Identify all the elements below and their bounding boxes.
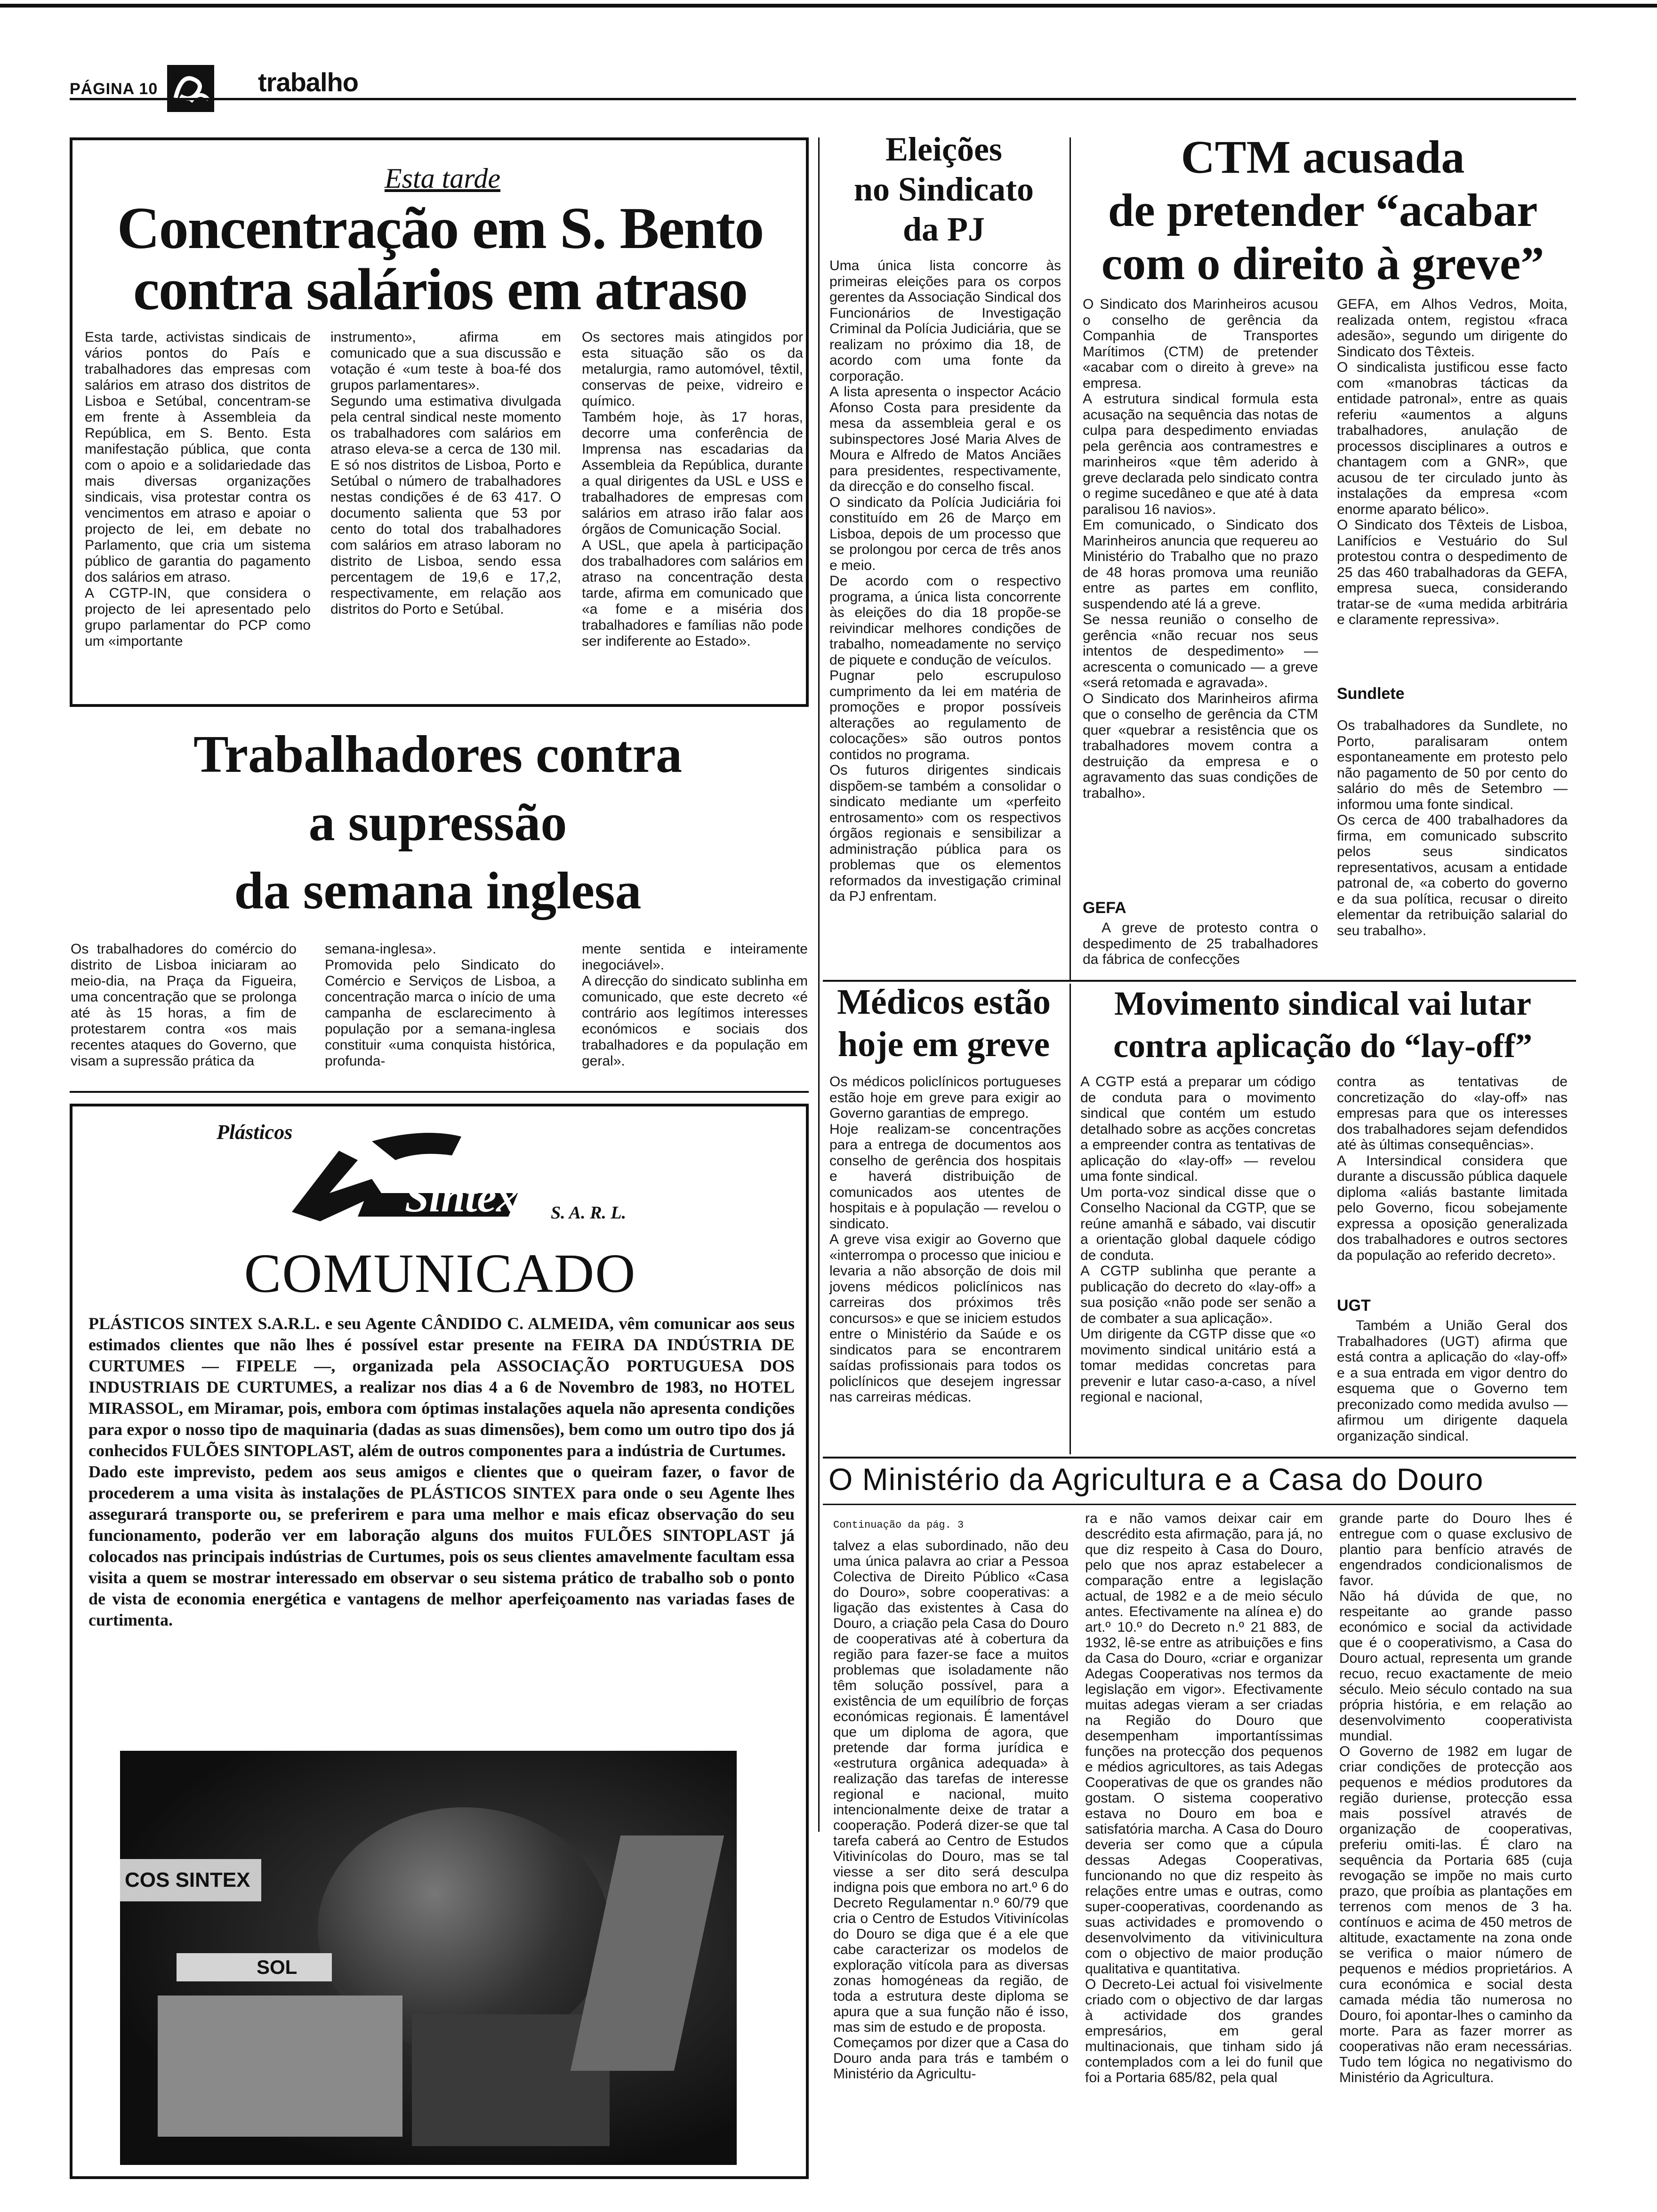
gefa-body: A greve de protesto contra o despedimento de 25 trabalhadores da fábrica de confecções [1083, 920, 1318, 967]
ad-brand: Sintex [405, 1173, 518, 1221]
semana-headline-line2: a supressão [308, 793, 567, 852]
layoff-headline-line1: Movimento sindical vai lutar [1114, 985, 1531, 1022]
semana-bottom-rule [70, 1091, 809, 1093]
ad-category: Plásticos [217, 1121, 293, 1144]
douro-body-col2: ra e não vamos deixar cair em descrédito esta afirmação, para já, no que diz respeito à Casa do Douro, pelo que nos apraz estabelecer a comparação entre a legislação actual, de 1982 e a de meio século antes. Efectivamente na alínea e) do art.º 10.º do Decreto n.º 21 883, de 1932, lê-se entre as atribuições e fins da Casa do Douro, «criar e organizar Adegas Cooperativas nos termos da legislação em vigor». Efectivamente muitas adegas vieram a ser criadas na Região do Douro que desempenham importantíssimas funções na protecção dos pequenos e médios agricultores, as tais Adegas Cooperativas de que os grandes não gostam. O sistema cooperativo estava no Douro em boa e satisfatória marcha. A Casa do Douro deveria ser como que a cúpula dessas Adegas Cooperativas, funcionando no que diz respeito às relações entre umas e outras, como super-cooperativas, coordenando as suas actividades e promovendo o desenvolvimento da vitivinicultura com o objectivo de maior produção qualitativa e quantitativa. O Decreto-Lei actual foi visivelmente criado com o objectivo de dar largas à actividade dos grandes empresários, em geral multinacionais, que tinham sido já contemplados com a lei do funil que foi a Portaria 685/82, pela qual [1085, 1511, 1323, 2085]
semana-body-col1: Os trabalhadores do comércio do distrito de Lisboa iniciaram ao meio-dia, na Praça da Figueira, uma concentração que se prolonga até às 15 horas, a fim de protestarem contra «os mais recentes ataques do Governo, que visam a supressão prática da [71, 941, 297, 1069]
header-rule [70, 98, 1576, 100]
column-rule-left [818, 137, 820, 1832]
semana-headline-line1: Trabalhadores contra [193, 725, 683, 784]
bento-body-col3: Os sectores mais atingidos por esta situação são os da metalurgia, ramo automóvel, têxtil, conservas de peixe, vidreiro e químico. Também hoje, às 17 horas, decorre uma conferência de Imprensa nas escadarias da Assembleia da República, durante a qual dirigentes da USL e USS e trabalhadores de empresas com salários em atraso irão falar aos órgãos de Comunicação Social. A USL, que apela à participação dos trabalhadores com salários em atraso na concentração desta tarde, afirma em comunicado que «a fome e a miséria dos trabalhadores e famílias não pode ser indiferente ao Estado». [582, 329, 803, 649]
semana-headline-line3: da semana inglesa [234, 862, 642, 920]
gefa-subheading: GEFA [1083, 899, 1126, 917]
section-logo-icon [167, 65, 214, 112]
photo-sign-sol: SOL [257, 1956, 298, 1978]
semana-body-col2: semana-inglesa». Promovida pelo Sindicato do Comércio e Serviços de Lisboa, a concentração marca o início de uma campanha de esclarecimento à população por a semana-inglesa constituir «uma conquista histórica, profunda- [325, 941, 555, 1069]
ctm-headline-line1: CTM acusada [1181, 131, 1465, 183]
bento-headline-line2: contra salários em atraso [133, 257, 748, 322]
medicos-body: Os médicos policlínicos portugueses estão hoje em greve para exigir ao Governo garantias de emprego. Hoje realizam-se concentrações para a entrega de documentos aos conselho de gerência dos hospitais e haverá distribuição de comunicados aos utentes de hospitais e à população — revelou o sindicato. A greve visa exigir ao Governo que «interrompa o processo que iniciou e levaria a não absorção de dois mil jovens médicos policlínicos nas carreiras dos próximos três concursos» e que se iniciem estudos entre o Ministério da Saúde e os sindicatos para se encontrarem saídas profissionais para todos os policlínicos que desejem ingressar nas carreiras médicas. [829, 1074, 1061, 1405]
ad-brand-suffix: S. A. R. L. [551, 1203, 627, 1223]
page-header [0, 0, 1657, 113]
top-edge-rule [0, 4, 1657, 8]
bento-body-col1: Esta tarde, activistas sindicais de vários pontos do País e trabalhadores das empresas com salários em atraso dos distritos de Lisboa e Setúbal, concentram-se em frente à Assembleia da República, em S. Bento. Esta manifestação pública, que conta com o apoio e a solidariedade das mais diversas organizações sindicais, visa protestar contra os vencimentos em atraso e apoiar o projecto de lei, em debate no Parlamento, que cria um sistema público de garantia do pagamento dos salários em atraso. A CGTP-IN, que considera o projecto de lei apresentado pelo grupo parlamentar do PCP como um «importante [85, 329, 311, 649]
ugt-subheading: UGT [1337, 1297, 1371, 1314]
bento-body-col2: instrumento», afirma em comunicado que a sua discussão e votação é «um teste à boa-fé dos grupos parlamentares». Segundo uma estimativa divulgada pela central sindical neste momento os trabalhadores com salários em atraso eleva-se a cerca de 130 mil. E só nos distritos de Lisboa, Porto e Setúbal o número de trabalhadores nestas condições é de 63 417. O documento salienta que 53 por cento do total dos trabalhadores com salários em atraso laboram no distrito de Lisboa, sendo essa percentagem de 19,6 e 17,2, respectivamente, em relação aos distritos do Porto e Setúbal. [330, 329, 561, 617]
douro-body-col1: talvez a elas subordinado, não deu uma única palavra ao criar a Pessoa Colectiva de Direito Público «Casa do Douro», sobre cooperativas: a ligação das existentes à Casa do Douro, a criação pela Casa do Douro de cooperativas até à cobertura da região para fazer-se face a muitos problemas que isoladamente não têm solução possível, para a existência de um equilíbrio de forças económicas regionais. É lamentável que um diploma de agora, que pretende dar forma jurídica e «estrutura orgânica adequada» à realização das tarefas de interesse regional e nacional, muito intencionalmente deixe de tratar a cooperação. Poderá dizer-se que tal tarefa caberá ao Centro de Estudos Vitivinícolas do Douro, mas se tal viesse a ser dito será desculpa indigna pois que embora no art.º 6 do Decreto Regulamentar n.º 60/79 que cria o Centro de Estudos Vitivinícolas do Douro se diga que é a ele que cabe caracterizar os modelos de exploração vitícola para as diversas zonas homogéneas da região, de toda a estrutura deste diploma se apura que a sua função não é isso, mas sim de estudo e de proposta. Começamos por dizer que a Casa do Douro anda para trás e também o Ministério da Agricultu- [833, 1538, 1069, 2082]
ctm-headline-line2: de pretender “acabar [1108, 184, 1538, 236]
douro-headline: O Ministério da Agricultura e a Casa do Douro [828, 1462, 1484, 1497]
section-name: trabalho [258, 67, 358, 97]
douro-body-col3: grande parte do Douro lhes é entregue com o quase exclusivo de plantio para benfício através de engendrados condicionalismos de favor. Não há dúvida de que, no respeitante ao grande passo económico e social da actividade que é o cooperativismo, a Casa do Douro actual, representa um grande recuo, recuo exactamente de meio século. Meio século contado na sua própria história, e em relação ao desenvolvimento cooperativista mundial. O Governo de 1982 em lugar de criar condições de protecção aos pequenos e médios produtores da região duriense, protecção essa mais possível através de organização de cooperativas, preferiu omiti-las. É claro na sequência da Portaria 685 (cuja revogação se impõe no mais curto prazo, que proíbia as plantações em terrenos com menos de 3 ha. contínuos e acima de 450 metros de altitude, exactamente na zona onde se verifica o maior número de pequenos e médios proprietários. A cura económica e social desta camada média tão numerosa no Douro, foi apontar-lhes o caminho da morte. Para as fazer morrer as cooperativas não eram necessárias. Tudo tem lógica no negativismo do Ministério da Agricultura. [1339, 1511, 1572, 2085]
pj-headline-line2: no Sindicato [853, 170, 1034, 208]
layoff-body-col1: A CGTP está a preparar um código de conduta para o movimento sindical que contém um estudo detalhado sobre as acções concretas a empreender contra as tentativas de aplicação do «lay-off» — revelou uma fonte sindical. Um porta-voz sindical disse que o Conselho Nacional da CGTP, que se reúne amanhã e sábado, vai discutir a orientação global daquele código de conduta. A CGTP sublinha que perante a publicação do decreto do «lay-off» a sua posição «não pode ser senão a de combater a sua aplicação». Um dirigente da CGTP disse que «o movimento sindical unitário está a tomar medidas concretas para prevenir e lutar caso-a-caso, a nível regional e nacional, [1080, 1074, 1316, 1405]
ctm-body-col1: O Sindicato dos Marinheiros acusou o conselho de gerência da Companhia de Transportes Marítimos (CTM) de pretender «acabar com o direito à greve» na empresa. A estrutura sindical formula esta acusação na sequência das notas de culpa para despedimento enviadas pela gerência aos contramestres e marinheiros «que têm aderido à greve declarada pelo sindicato contra o regime sucedâneo e que até à data paralisou 16 navios». Em comunicado, o Sindicato dos Marinheiros anuncia que requereu ao Ministério do Trabalho que no prazo de 48 horas promova uma reunião entre as partes em conflito, suspendendo até lá a greve. Se nessa reunião o conselho de gerência «não recuar nos seus intentos de despedimento» — acrescenta o comunicado — a greve «será retomada e agravada». O Sindicato dos Marinheiros afirma que o conselho de gerência da CTM quer «quebrar a resistência que os trabalhadores movem contra a destruição da empresa e o agravamento das suas condições de trabalho». [1083, 297, 1318, 801]
ctm-bottom-rule [823, 980, 1576, 982]
page-number-label: PÁGINA 10 [70, 80, 158, 98]
photo-sign-sintex: COS SINTEX [125, 1868, 250, 1891]
ad-body: PLÁSTICOS SINTEX S.A.R.L. e seu Agente CÂNDIDO C. ALMEIDA, vêm comunicar aos seus estimados clientes que não lhes é possível estar presente na FEIRA DA INDÚSTRIA DE CURTUMES — FIPELE —, organizada pela ASSOCIAÇÃO PORTUGUESA DOS INDUSTRIAIS DE CURTUMES, a realizar nos dias 4 a 6 de Novembro de 1983, no HOTEL MIRASSOL, em Miramar, pois, embora com óptimas instalações aquela não apresenta condições para expor o nosso tipo de maquinaria (dadas as suas dimensões), bem como um outro tipo dos já conhecidos FULÕES SINTOPLAST, além de outros componentes para a indústria de Curtumes. Dado este imprevisto, pedem aos seus amigos e clientes que o queiram fazer, o favor de procederem a uma visita às instalações de PLÁSTICOS SINTEX para onde o seu Agente lhes assegurará transporte ou, se preferirem e para uma melhor e mais eficaz observação do seu funcionamento, poderão ver em laboração alguns dos muitos FULÕES SINTOPLAST já colocados nas principais indústrias de Curtumes, pois os seus clientes amavelmente facultam essa visita a quem se mostrar interessado em observar o seu sistema prático de trabalho sob o ponto de vista de economia energética e vantagens de melhor aperfeiçoamento nas variadas fases de curtimenta. [88, 1314, 795, 1629]
bento-headline-line1: Concentração em S. Bento [117, 196, 764, 261]
sundlete-body: Os trabalhadores da Sundlete, no Porto, paralisaram ontem espontaneamente em protesto pelo não pagamento de 50 por cento do salário do mês de Setembro — informou uma fonte sindical. Os cerca de 400 trabalhadores da firma, em comunicado subscrito pelos seus sindicatos representativos, acusam a entidade patronal de, «a coberto do governo e da sua política, recusar o direito elementar da retribuição salarial do seu trabalho». [1337, 718, 1568, 938]
bento-kicker: Esta tarde [384, 163, 501, 194]
ctm-body-col2: GEFA, em Alhos Vedros, Moita, realizada ontem, registou «fraca adesão», segundo um dirigente do Sindicato dos Têxteis. O sindicalista justificou esse facto com «manobras tácticas da entidade patronal», entre as quais referiu «aumentos a alguns trabalhadores, anulação de processos disciplinares a outros e chantagem com a GNR», que acusou de ter circulado junto às instalações da empresa «com enorme aparato bélico». O Sindicato dos Têxteis de Lisboa, Lanifícios e Vestuário do Sul protestou contra o despedimento de 25 das 460 trabalhadoras da GEFA, empresa sueca, considerando tratar-se de «uma medida arbitrária e claramente repressiva». [1337, 297, 1568, 627]
layoff-headline-line2: contra aplicação do “lay-off” [1113, 1027, 1532, 1065]
column-rule-mid [1070, 137, 1071, 980]
sundlete-subheading: Sundlete [1337, 685, 1405, 703]
semana-body-col3: mente sentida e inteiramente inegociável». A direcção do sindicato sublinha em comunicado, que este decreto «é contrário aos legítimos interesses económicos e sociais dos trabalhadores e da população em geral». [582, 941, 808, 1069]
douro-top-rule [823, 1457, 1576, 1459]
douro-headline-rule [823, 1504, 1576, 1505]
douro-continuation-note: Continuação da pág. 3 [833, 1519, 964, 1531]
ugt-body: Também a União Geral dos Trabalhadores (UGT) afirma que está contra a aplicação do «lay-off» e a sua entrada em vigor dentro do esquema que o Governo tem preconizado como medida avulso — afirmou um dirigente daquela organização sindical. [1337, 1318, 1568, 1444]
column-rule-layoff [1070, 984, 1071, 1454]
layoff-body-col2: contra as tentativas de concretização do «lay-off» nas empresas para que os interesses dos trabalhadores sejam defendidos até às últimas consequências». A Intersindical considera que durante a discussão pública daquele diploma «aliás bastante limitada pelo Governo, ficou sobejamente expressa a oposição generalizada dos trabalhadores e outros sectores da população ao referido decreto». [1337, 1074, 1568, 1263]
pj-headline-line3: da PJ [902, 210, 985, 248]
pj-headline-line1: Eleições [885, 130, 1002, 168]
medicos-headline-line1: Médicos estão [837, 982, 1051, 1022]
medicos-headline-line2: hoje em greve [837, 1025, 1050, 1064]
ctm-headline-line3: com o direito à greve” [1101, 237, 1544, 289]
ad-exhibition-photo [120, 1751, 737, 2165]
ad-heading: COMUNICADO [244, 1242, 636, 1304]
pj-body: Uma única lista concorre às primeiras eleições para os corpos gerentes da Associação Sindical dos Funcionários de Investigação Criminal da Polícia Judiciária, que se realizam no próximo dia 18, de acordo com uma fonte da corporação. A lista apresenta o inspector Acácio Afonso Costa para presidente da mesa da assembleia geral e os subinspectores José Maria Alves de Moura e Alfredo de Matos Anciães para presidentes, respectivamente, da direcção e do conselho fiscal. O sindicato da Polícia Judiciária foi constituído em 26 de Março em Lisboa, depois de um processo que se prolongou por cerca de três anos e meio. De acordo com o respectivo programa, a única lista concorrente às eleições do dia 18 propõe-se reivindicar melhores condições de trabalho, nomeadamente no serviço de piquete e condução de veículos. Pugnar pelo escrupuloso cumprimento da lei em matéria de promoções e propor possíveis alterações ao regulamento de colocações» são outros pontos contidos no programa. Os futuros dirigentes sindicais dispõem-se também a consolidar o sindicato mediante um «perfeito entrosamento» com os respectivos órgãos regionais e sensibilizar a administração pública para os problemas que os elementos reformados da investigação criminal da PJ enfrentam. [829, 258, 1061, 904]
